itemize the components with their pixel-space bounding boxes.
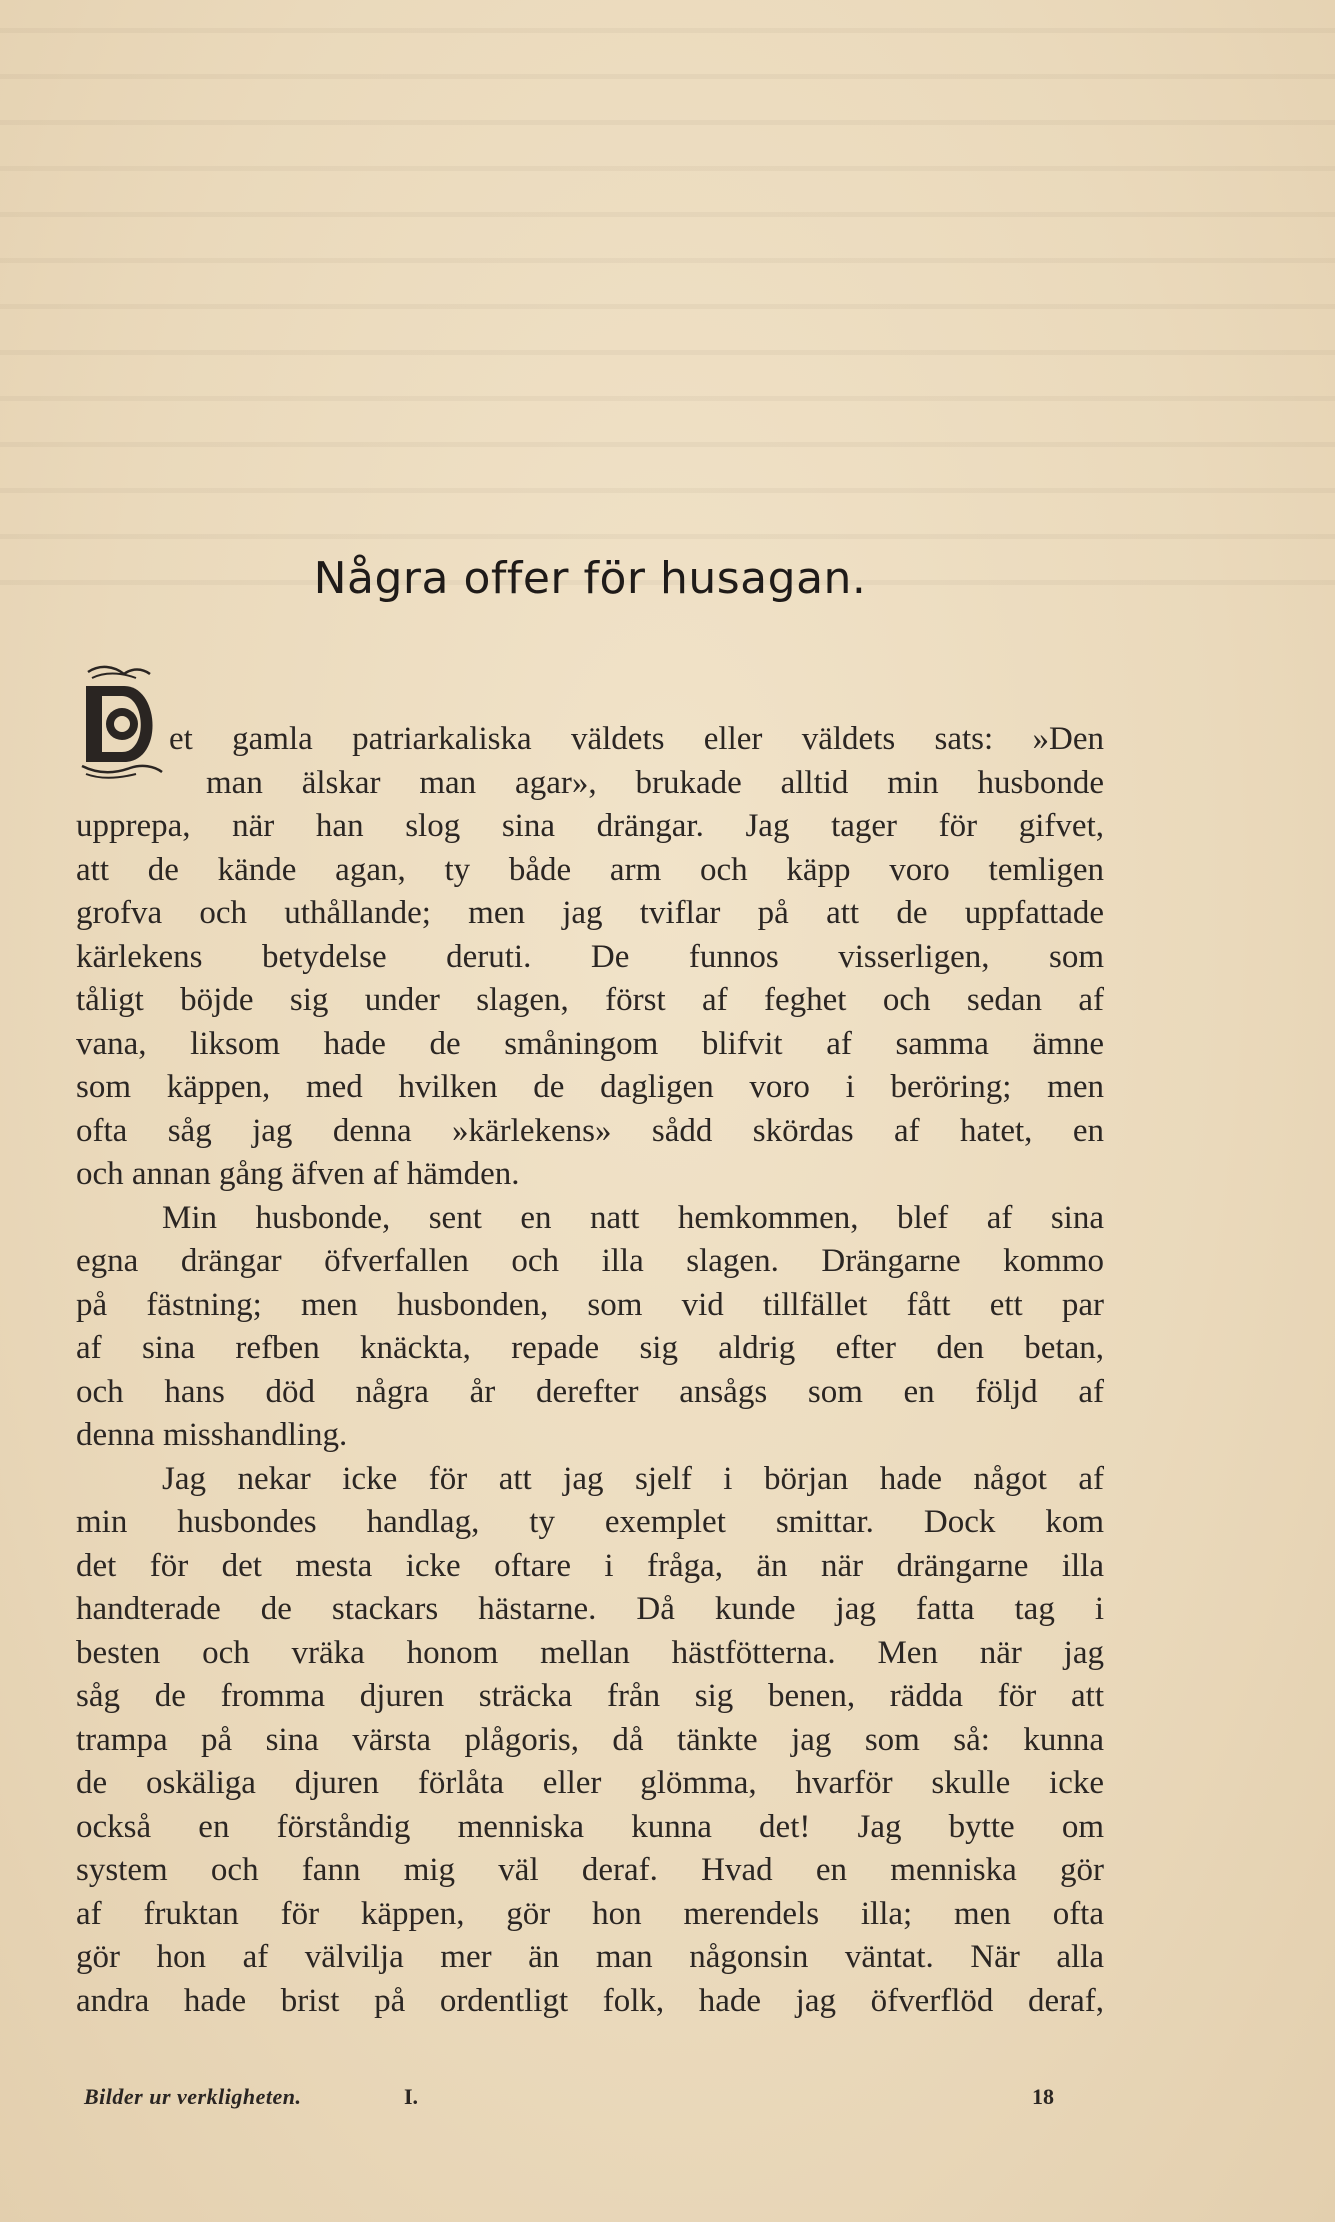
- text-line: såg de fromma djuren sträcka från sig benen, rädda för att: [76, 1678, 1104, 1714]
- text-line: andra hade brist på ordentligt folk, hade jag öfverflöd deraf,: [76, 1982, 1104, 2019]
- text-line: af fruktan för käppen, gör hon merendels illa; men ofta: [76, 1895, 1104, 1932]
- footer-signature: 18: [1032, 2084, 1054, 2109]
- text-line: et gamla patriarkaliska väldets eller väldets sats: »Den: [169, 721, 1104, 757]
- text-line: system och fann mig väl deraf. Hvad en menniska gör: [76, 1852, 1104, 1888]
- text-line: ofta såg jag denna »kärlekens» sådd skördas af hatet, en: [76, 1112, 1104, 1149]
- text-line: grofva och uthållande; men jag tviflar på att de uppfattade: [76, 895, 1104, 931]
- body-text: [76, 718, 1104, 2023]
- text-line: och hans död några år derefter ansågs som en följd af: [76, 1373, 1104, 1410]
- text-line: min husbondes handlag, ty exemplet smittar. Dock kom: [76, 1504, 1104, 1540]
- show-through-texture: [0, 0, 1335, 600]
- text-line: kärlekens betydelse deruti. De funnos visserligen, som: [76, 938, 1104, 975]
- chapter-title: Några offer för husagan.: [313, 553, 867, 604]
- text-line: besten och vräka honom mellan hästfötterna. Men när jag: [76, 1634, 1104, 1671]
- text-line: också en förståndig menniska kunna det! Jag bytte om: [76, 1808, 1104, 1845]
- text-line: denna misshandling.: [76, 1417, 348, 1453]
- text-line: det för det mesta icke oftare i fråga, än när drängarne illa: [76, 1547, 1104, 1584]
- text-line: och annan gång äfven af hämden.: [76, 1156, 520, 1192]
- text-line: egna drängar öfverfallen och illa slagen. Drängarne kommo: [76, 1243, 1104, 1279]
- text-line: gör hon af välvilja mer än man någonsin väntat. När alla: [76, 1939, 1104, 1975]
- text-line: Min husbonde, sent en natt hemkommen, blef af sina: [162, 1199, 1104, 1236]
- text-line: man älskar man agar», brukade alltid min husbonde: [206, 764, 1104, 801]
- text-line: Jag nekar icke för att jag sjelf i början hade något af: [162, 1460, 1104, 1497]
- footer-volume: I.: [404, 2084, 419, 2109]
- text-line: upprepa, när han slog sina drängar. Jag tager för gifvet,: [76, 808, 1104, 844]
- text-line: att de kände agan, ty både arm och käpp voro temligen: [76, 851, 1104, 888]
- text-line: de oskäliga djuren förlåta eller glömma, hvarför skulle icke: [76, 1765, 1104, 1801]
- text-line: af sina refben knäckta, repade sig aldrig efter den betan,: [76, 1330, 1104, 1366]
- text-line: trampa på sina värsta plågoris, då tänkte jag som så: kunna: [76, 1721, 1104, 1758]
- text-line: tåligt böjde sig under slagen, först af feghet och sedan af: [76, 982, 1104, 1018]
- text-line: som käppen, med hvilken de dagligen voro i beröring; men: [76, 1069, 1104, 1105]
- text-line: på fästning; men husbonden, som vid tillfället fått ett par: [76, 1286, 1104, 1323]
- text-line: vana, liksom hade de småningom blifvit af samma ämne: [76, 1025, 1104, 1062]
- footer-book-title: Bilder ur verkligheten.: [84, 2084, 302, 2109]
- text-line: handterade de stackars hästarne. Då kunde jag fatta tag i: [76, 1591, 1104, 1627]
